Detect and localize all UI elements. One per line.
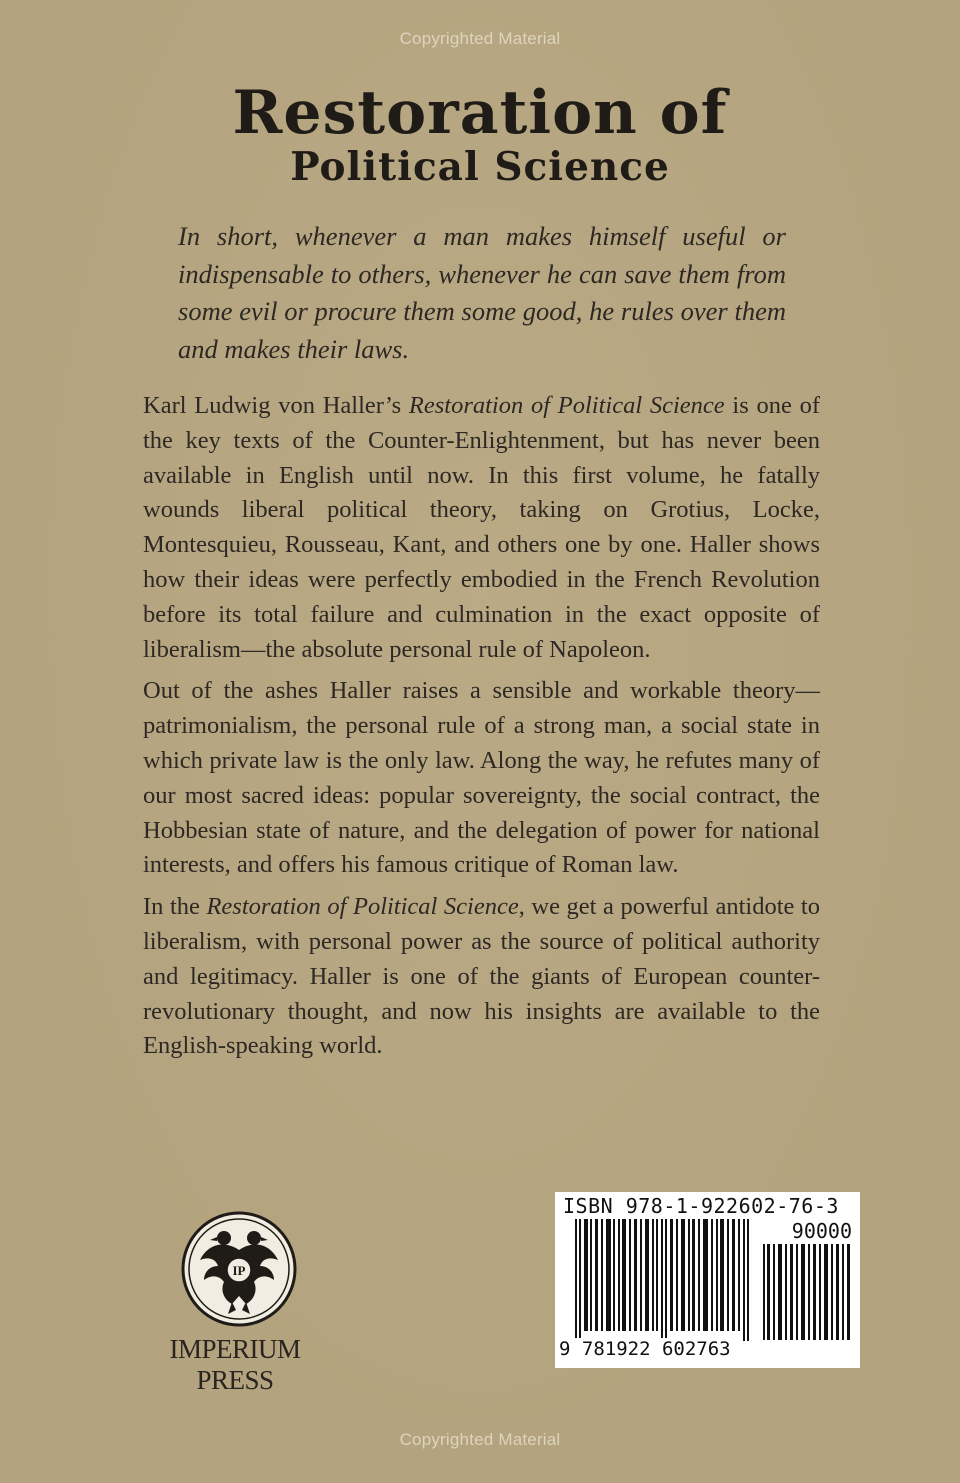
price-code: 90000 [791,1219,852,1243]
logo-monogram: IP [232,1263,246,1278]
publisher-name: IMPERIUM PRESS [169,1334,301,1395]
book-title: Restoration of [232,78,728,148]
double-headed-eagle-icon [180,1210,298,1328]
addon-barcode-bars [763,1244,851,1340]
book-subtitle: Political Science [290,144,670,190]
ean-digits: 9 781922 602763 [559,1338,731,1360]
copyright-watermark-top: Copyrighted Material [399,29,561,48]
isbn-label: ISBN 978-1-922602-76-3 [563,1194,839,1218]
book-title-inline: Restoration of Political Science [408,392,725,419]
copyright-watermark-bottom: Copyrighted Material [399,1430,561,1449]
blurb-paragraph-2: Out of the ashes Haller raises a sensible and workable theory—patrimonialism, the personal rule of a strong man, a social state in which private law is the only law. Along the way, he refutes many of our most sacred ideas: popular sovereignty, the social contract, the Hobbesian state of nature, and the delegation of power for national interests, and offers his famous critique of Roman law. [143,677,820,879]
book-title-inline: Restoration of Political Science [206,893,519,921]
epigraph-quote: In short, whenever a man makes himself useful or indispensable to others, whenever he can save them from some evil or procure them some good, he rules over them and makes their laws. [178,221,786,364]
ean-barcode-bars [575,1219,755,1341]
blurb-body [143,389,820,1071]
blurb-paragraph-1: Karl Ludwig von Haller’s Restoration of Political Science is one of the key texts of the Counter-Enlightenment, but has never been available in English until now. In this first volume, he fatally wounds liberal political theory, taking on Grotius, Locke, Montesquieu, Rousseau, Kant, and others one by one. Haller shows how their ideas were perfectly embodied in the French Revolution before its total failure and culmination in the exact opposite of liberalism—the absolute personal rule of Napoleon. [143,392,820,663]
isbn-barcode [555,1192,860,1368]
blurb-paragraph-3: In the Restoration of Political Science, we get a powerful antidote to liberalism, with personal power as the source of political authority and legitimacy. Haller is one of the giants of European counter-revolutionary thought, and now his insights are available to the English-speaking world. [143,893,820,1060]
